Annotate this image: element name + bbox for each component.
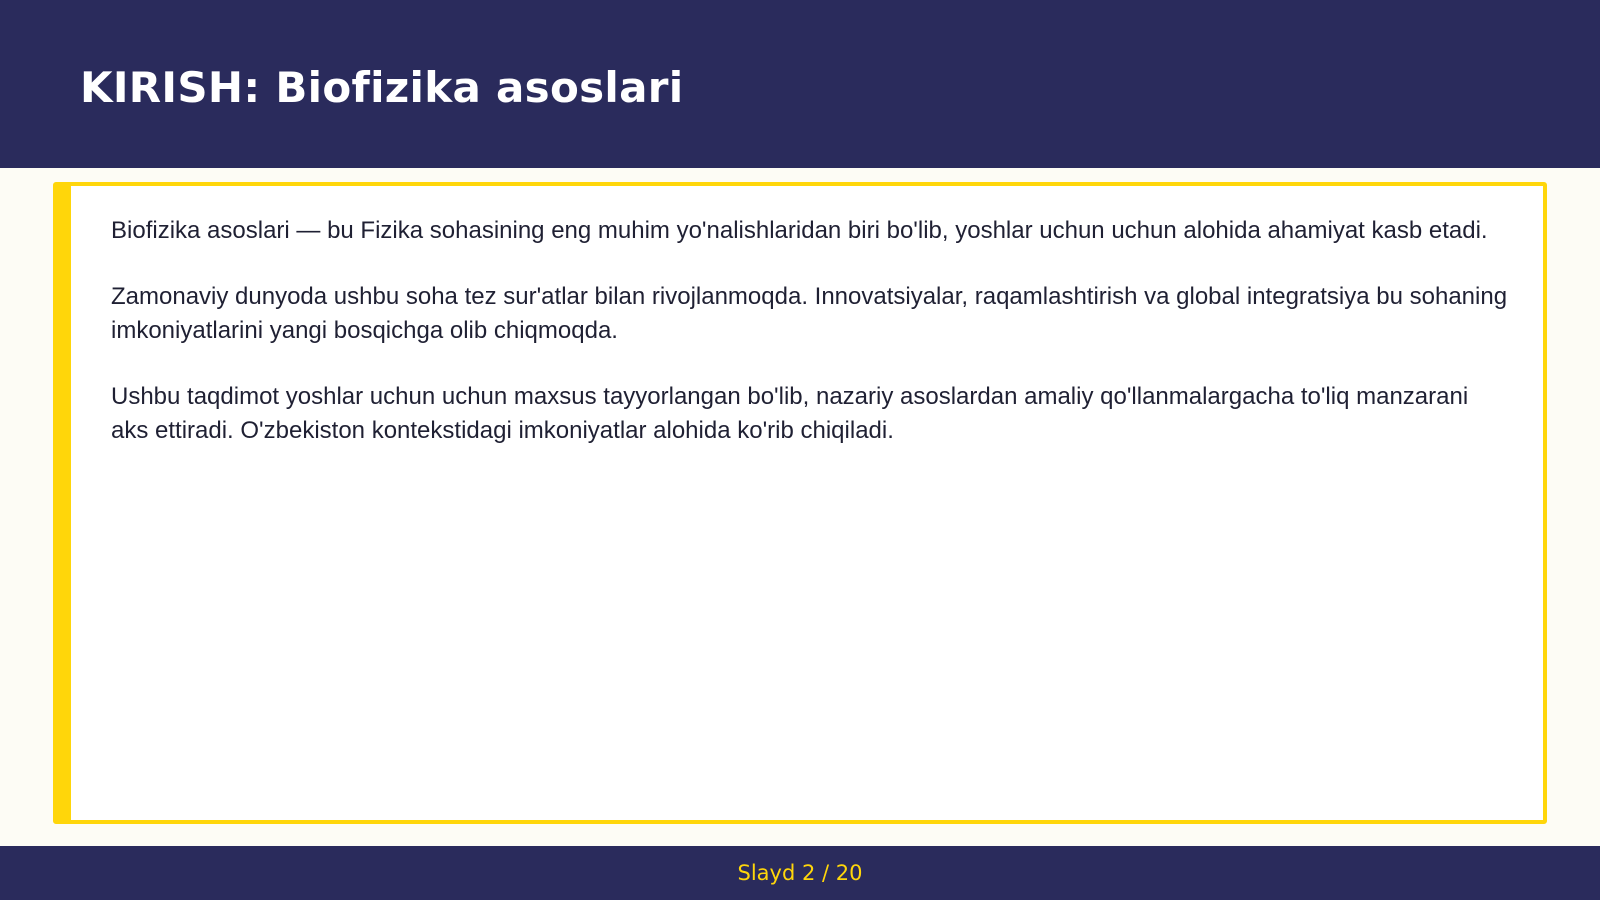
paragraph-intro: Biofizika asoslari — bu Fizika sohasining eng muhim yo'nalishlaridan biri bo'lib, yoshlar uchun uchun alohida ahamiyat kasb etadi. — [111, 217, 1488, 244]
paragraph-modern-world: Zamonaviy dunyoda ushbu soha tez sur'atlar bilan rivojlanmoqda. Innovatsiyalar, raqamlashtirish va global integratsiya bu sohaning imkoniyatlarini yangi bosqichga olib chiqmoqda. — [111, 283, 1508, 344]
slide-footer — [0, 846, 1600, 900]
paragraph-presentation-purpose: Ushbu taqdimot yoshlar uchun uchun maxsus tayyorlangan bo'lib, nazariy asoslardan amaliy qo'llanmalargacha to'liq manzarani aks ettiradi. O'zbekiston kontekstidagi imkoniyatlar alohida ko'rib chiqiladi. — [111, 383, 1469, 444]
content-panel — [53, 182, 1547, 824]
slide-title: KIRISH: Biofizika asoslari — [80, 63, 684, 112]
content-body — [111, 214, 1511, 480]
slide-counter: Slayd 2 / 20 — [737, 861, 863, 885]
slide-header — [0, 0, 1600, 168]
